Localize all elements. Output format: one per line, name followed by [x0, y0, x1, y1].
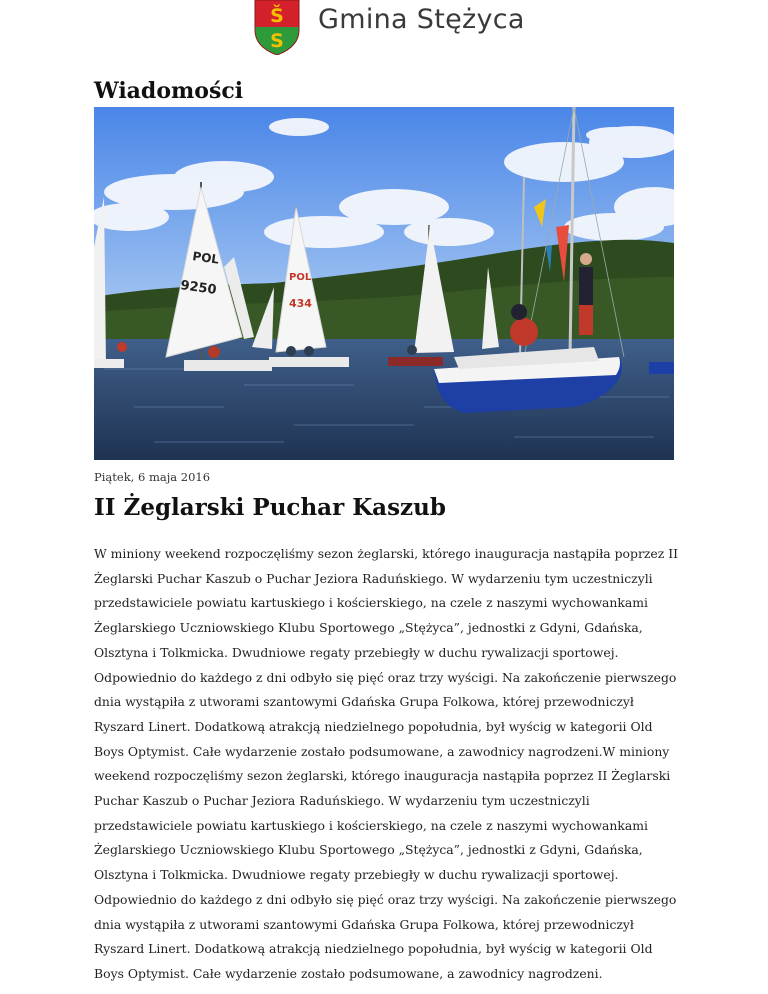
sail-text-2: POL: [289, 272, 312, 283]
body-line: Odpowiednio do każdego z dni odbyło się pięć oraz trzy wyścigi. Na zakończenie pierwszego: [94, 891, 677, 907]
body-line: Ryszard Linert. Dodatkową atrakcją niedzielnego popołudnia, był wyścig w kategorii Old: [94, 941, 653, 957]
crest-letter-top: Š: [270, 5, 284, 27]
article-photo: [94, 107, 674, 460]
body-line: Żeglarskiego Uczniowskiego Klubu Sportowego „Stężyca”, jednostki z Gdyni, Gdańska,: [94, 842, 643, 858]
body-line: przedstawiciele powiatu kartuskiego i kościerskiego, na czele z naszymi wychowankami: [94, 817, 649, 833]
sail-number-2: 434: [289, 297, 312, 310]
crest-letter-bottom: S: [270, 30, 284, 52]
section-title: Wiadomości: [94, 78, 244, 104]
body-line: przedstawiciele powiatu kartuskiego i kościerskiego, na czele z naszymi wychowankami: [94, 595, 649, 611]
article-title[interactable]: II Żeglarski Puchar Kaszub: [94, 494, 446, 521]
article-date: Piątek, 6 maja 2016: [94, 470, 211, 484]
site-name[interactable]: Gmina Stężyca: [318, 4, 525, 35]
body-line: Żeglarski Puchar Kaszub o Puchar Jeziora Raduńskiego. W wydarzeniu tym uczestniczyli: [94, 570, 653, 586]
body-line: dnia wystąpiła z utworami szantowymi Gdańska Grupa Folkowa, której przewodniczył: [94, 916, 634, 932]
body-line: Odpowiednio do każdego z dni odbyło się pięć oraz trzy wyścigi. Na zakończenie pierwszego: [94, 669, 677, 685]
sail-number-1: 9250: [179, 278, 218, 298]
body-line: dnia wystąpiła z utworami szantowymi Gdańska Grupa Folkowa, której przewodniczył: [94, 694, 634, 710]
site-header: [0, 0, 768, 58]
article-body: [94, 542, 694, 987]
body-line: W miniony weekend rozpoczęliśmy sezon żeglarski, którego inauguracja nastąpiła poprzez II: [94, 546, 678, 561]
body-line: Ryszard Linert. Dodatkową atrakcją niedzielnego popołudnia, był wyścig w kategorii Old: [94, 718, 653, 734]
body-line: Żeglarskiego Uczniowskiego Klubu Sportowego „Stężyca”, jednostki z Gdyni, Gdańska,: [94, 620, 643, 636]
body-line: Olsztyna i Tolkmicka. Dwudniowe regaty przebiegły w duchu rywalizacji sportowej.: [94, 644, 619, 660]
body-line: Boys Optymist. Całe wydarzenie zostało podsumowane, a zawodnicy nagrodzeni.W miniony: [94, 743, 670, 759]
body-line: Olsztyna i Tolkmicka. Dwudniowe regaty przebiegły w duchu rywalizacji sportowej.: [94, 867, 619, 883]
crest-icon[interactable]: [254, 0, 300, 55]
body-line: weekend rozpoczęliśmy sezon żeglarski, którego inauguracja nastąpiła poprzez II Żeglarski: [94, 768, 671, 784]
sail-text-1: POL: [191, 249, 220, 267]
body-line: Puchar Kaszub o Puchar Jeziora Raduńskiego. W wydarzeniu tym uczestniczyli: [94, 793, 590, 809]
body-line: Boys Optymist. Całe wydarzenie zostało podsumowane, a zawodnicy nagrodzeni.: [94, 965, 603, 981]
